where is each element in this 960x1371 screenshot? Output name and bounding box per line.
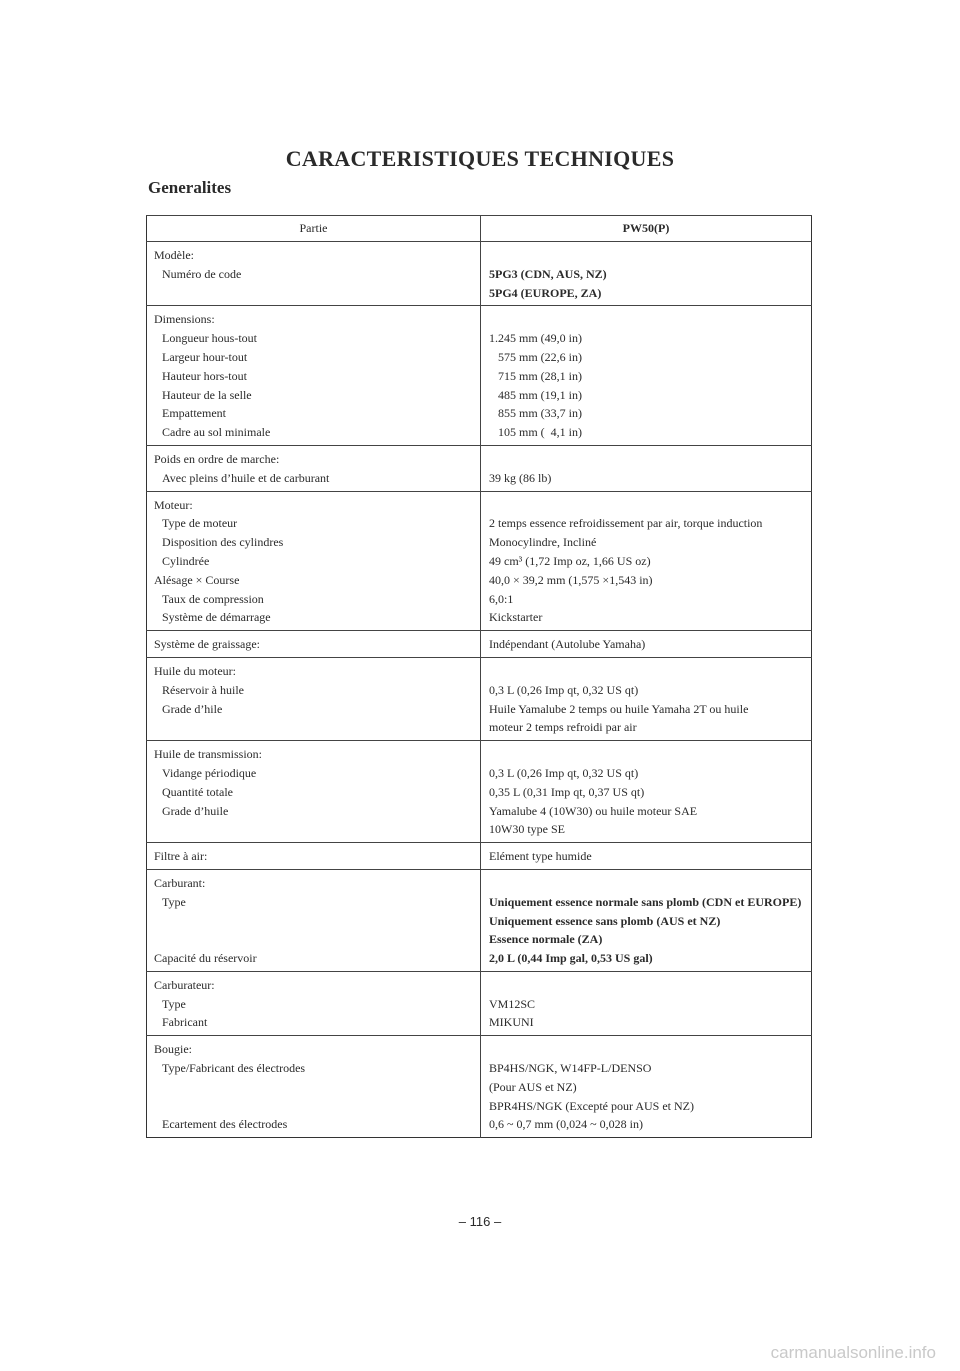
part-cell bbox=[147, 242, 481, 306]
column-header-partie: Partie bbox=[147, 216, 481, 242]
part-label: Dimensions: bbox=[154, 312, 215, 327]
spec-value bbox=[481, 1040, 811, 1059]
table-row bbox=[147, 657, 812, 740]
part-label: Réservoir à huile bbox=[162, 682, 244, 697]
spec-value: 10W30 type SE bbox=[489, 822, 565, 837]
spec-value: 5PG3 (CDN, AUS, NZ) bbox=[489, 266, 607, 281]
part-cell bbox=[147, 843, 481, 870]
spec-value: 6,0:1 bbox=[489, 591, 514, 606]
spec-value: Uniquement essence normale sans plomb (CDN et EUROPE) bbox=[489, 894, 802, 909]
spec-value: Indépendant (Autolube Yamaha) bbox=[489, 637, 646, 652]
spec-value bbox=[481, 310, 811, 329]
spec-value: 0,3 L (0,26 Imp qt, 0,32 US qt) bbox=[489, 765, 639, 780]
spec-value: 575 mm (22,6 in) bbox=[489, 349, 582, 364]
table-row bbox=[147, 445, 812, 491]
spec-value bbox=[481, 450, 811, 469]
part-cell bbox=[147, 657, 481, 740]
part-label: Capacité du réservoir bbox=[154, 951, 257, 966]
spec-value bbox=[481, 496, 811, 515]
part-label: Bougie: bbox=[154, 1042, 192, 1057]
table-row bbox=[147, 869, 812, 971]
part-cell bbox=[147, 306, 481, 446]
part-cell bbox=[147, 631, 481, 658]
spec-value: Monocylindre, Incliné bbox=[489, 535, 597, 550]
value-cell bbox=[481, 491, 812, 631]
part-label: Hauteur de la selle bbox=[162, 387, 252, 402]
spec-value: 105 mm ( 4,1 in) bbox=[489, 425, 582, 440]
part-label: Fabricant bbox=[162, 1015, 208, 1030]
part-cell bbox=[147, 741, 481, 843]
page-title: CARACTERISTIQUES TECHNIQUES bbox=[285, 146, 675, 171]
part-cell bbox=[147, 445, 481, 491]
spec-value: Uniquement essence sans plomb (AUS et NZ) bbox=[489, 913, 721, 928]
part-label: Vidange périodique bbox=[162, 765, 257, 780]
spec-value: Essence normale (ZA) bbox=[489, 932, 603, 947]
part-label: Largeur hour-tout bbox=[162, 349, 248, 364]
table-row bbox=[147, 631, 812, 658]
part-label: Ecartement des électrodes bbox=[162, 1117, 288, 1132]
spec-value: 855 mm (33,7 in) bbox=[489, 406, 582, 421]
part-label: Huile du moteur: bbox=[154, 663, 236, 678]
spec-value: VM12SC bbox=[489, 996, 536, 1011]
part-label: Type/Fabricant des électrodes bbox=[162, 1061, 306, 1076]
spec-table bbox=[146, 215, 812, 1138]
spec-value: Elément type humide bbox=[489, 849, 592, 864]
part-label: Poids en ordre de marche: bbox=[154, 451, 280, 466]
spec-value: 5PG4 (EUROPE, ZA) bbox=[489, 285, 602, 300]
value-cell bbox=[481, 445, 812, 491]
part-cell bbox=[147, 869, 481, 971]
part-label: Numéro de code bbox=[162, 266, 242, 281]
spec-value: 485 mm (19,1 in) bbox=[489, 387, 582, 402]
part-label: Filtre à air: bbox=[154, 849, 208, 864]
part-label bbox=[147, 912, 480, 931]
part-label: Avec pleins d’huile et de carburant bbox=[162, 470, 330, 485]
spec-value: BP4HS/NGK, W14FP-L/DENSO bbox=[489, 1061, 652, 1076]
spec-value bbox=[481, 874, 811, 893]
table-row bbox=[147, 741, 812, 843]
spec-value: 40,0 × 39,2 mm (1,575 ×1,543 in) bbox=[489, 572, 653, 587]
part-label: Grade d’huile bbox=[162, 803, 229, 818]
part-cell bbox=[147, 971, 481, 1035]
part-label: Système de graissage: bbox=[154, 637, 260, 652]
spec-value: Yamalube 4 (10W30) ou huile moteur SAE bbox=[489, 803, 698, 818]
spec-value: 49 cm³ (1,72 Imp oz, 1,66 US oz) bbox=[489, 553, 651, 568]
spec-value: moteur 2 temps refroidi par air bbox=[489, 720, 637, 735]
part-label: Type bbox=[162, 996, 186, 1011]
part-label: Type de moteur bbox=[162, 516, 238, 531]
table-row bbox=[147, 306, 812, 446]
spec-value: 39 kg (86 lb) bbox=[489, 470, 552, 485]
part-label: Carburateur: bbox=[154, 977, 215, 992]
value-cell bbox=[481, 242, 812, 306]
spec-value: MIKUNI bbox=[489, 1015, 534, 1030]
spec-value bbox=[481, 745, 811, 764]
part-label: Disposition des cylindres bbox=[162, 535, 284, 550]
spec-value: 715 mm (28,1 in) bbox=[489, 368, 582, 383]
part-label: Taux de compression bbox=[162, 591, 264, 606]
page-number: – 116 – bbox=[458, 1214, 502, 1229]
spec-value: 0,6 ~ 0,7 mm (0,024 ~ 0,028 in) bbox=[489, 1117, 643, 1132]
spec-value: 0,3 L (0,26 Imp qt, 0,32 US qt) bbox=[489, 682, 639, 697]
value-cell bbox=[481, 1036, 812, 1138]
part-label: Cadre au sol minimale bbox=[162, 425, 271, 440]
part-label: Hauteur hors-tout bbox=[162, 368, 247, 383]
value-cell bbox=[481, 741, 812, 843]
value-cell bbox=[481, 971, 812, 1035]
spec-value: 1.245 mm (49,0 in) bbox=[489, 331, 582, 346]
value-cell bbox=[481, 306, 812, 446]
spec-value bbox=[481, 246, 811, 265]
value-cell bbox=[481, 631, 812, 658]
value-cell bbox=[481, 657, 812, 740]
part-label: Grade d’hile bbox=[162, 701, 223, 716]
part-cell bbox=[147, 491, 481, 631]
section-title: Generalites bbox=[148, 178, 232, 197]
part-label: Cylindrée bbox=[162, 553, 210, 568]
spec-value: Huile Yamalube 2 temps ou huile Yamaha 2T ou huile bbox=[489, 701, 749, 716]
part-label: Quantité totale bbox=[162, 784, 233, 799]
spec-value: (Pour AUS et NZ) bbox=[489, 1079, 577, 1094]
spec-value bbox=[481, 662, 811, 681]
part-cell bbox=[147, 1036, 481, 1138]
table-row bbox=[147, 843, 812, 870]
part-label: Alésage × Course bbox=[154, 572, 240, 587]
column-header-model: PW50(P) bbox=[481, 216, 812, 242]
part-label bbox=[147, 1078, 480, 1097]
spec-value: Kickstarter bbox=[489, 610, 543, 625]
part-label: Longueur hous-tout bbox=[162, 331, 257, 346]
part-label: Huile de transmission: bbox=[154, 747, 262, 762]
table-row bbox=[147, 1036, 812, 1138]
part-label: Type bbox=[162, 894, 186, 909]
watermark: carmanualsonline.info bbox=[770, 1343, 936, 1362]
part-label: Modèle: bbox=[154, 248, 194, 262]
part-label bbox=[147, 930, 480, 949]
part-label: Moteur: bbox=[154, 497, 193, 512]
table-header-row bbox=[147, 216, 812, 242]
spec-value: 0,35 L (0,31 Imp qt, 0,37 US qt) bbox=[489, 784, 645, 799]
spec-value: 2 temps essence refroidissement par air, torque induction bbox=[489, 516, 763, 531]
table-row bbox=[147, 242, 812, 306]
value-cell bbox=[481, 869, 812, 971]
table-row bbox=[147, 971, 812, 1035]
spec-value: BPR4HS/NGK (Excepté pour AUS et NZ) bbox=[489, 1098, 694, 1113]
part-label: Empattement bbox=[162, 406, 226, 421]
spec-table-body bbox=[147, 242, 812, 1138]
value-cell bbox=[481, 843, 812, 870]
part-label bbox=[147, 1097, 480, 1116]
part-label: Système de démarrage bbox=[162, 610, 271, 625]
spec-value: 2,0 L (0,44 Imp gal, 0,53 US gal) bbox=[489, 951, 653, 966]
part-label: Carburant: bbox=[154, 875, 206, 890]
table-row bbox=[147, 491, 812, 631]
spec-value bbox=[481, 976, 811, 995]
